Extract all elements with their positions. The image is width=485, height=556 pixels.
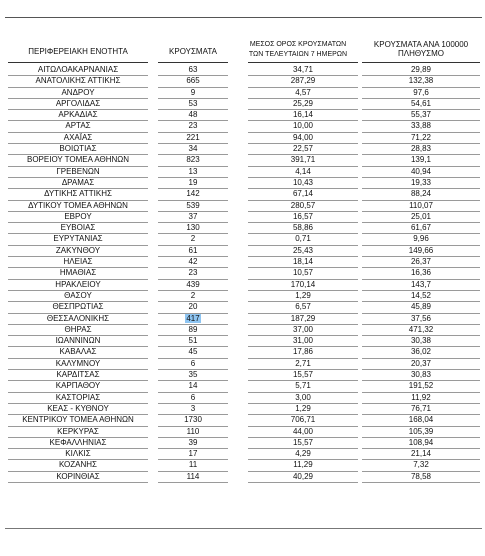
avg7-cell: 16,57 (292, 211, 314, 221)
per100k-cell: 97,6 (413, 87, 429, 97)
cases-cell: 221 (186, 132, 200, 142)
region-cell: ΚΕΡΚΥΡΑΣ (57, 426, 99, 436)
cases-cell: 17 (188, 449, 198, 459)
table-row (0, 188, 485, 199)
table-row (0, 166, 485, 177)
region-cell: ΚΕΑΣ - ΚΥΘΝΟΥ (47, 403, 109, 413)
cases-cell (158, 313, 228, 324)
avg7-cell: 5,71 (295, 381, 311, 391)
table-row (0, 380, 485, 391)
per100k-cell: 16,36 (410, 268, 432, 278)
cases-cell: 539 (186, 200, 200, 210)
per100k-cell: 26,37 (410, 257, 432, 267)
per100k-cell: 28,83 (410, 144, 432, 154)
avg7-cell: 10,57 (292, 268, 314, 278)
per100k-cell: 20,37 (410, 358, 432, 368)
cases-cell: 53 (188, 98, 198, 108)
avg7-cell: 17,86 (292, 347, 314, 357)
header-underline-cases (158, 62, 228, 63)
table-row (0, 437, 485, 448)
region-cell: ΑΙΤΩΛΟΑΚΑΡΝΑΝΙΑΣ (37, 65, 119, 74)
avg7-cell: 44,00 (292, 426, 314, 436)
top-border (5, 17, 482, 18)
avg7-cell: 22,57 (292, 144, 314, 154)
per100k-cell: 19,33 (410, 177, 432, 187)
per100k-cell: 29,89 (410, 65, 432, 74)
region-cell: ΑΝΑΤΟΛΙΚΗΣ ΑΤΤΙΚΗΣ (35, 76, 121, 86)
table-row (0, 448, 485, 459)
cases-cell: 142 (186, 189, 200, 199)
per100k-cell: 132,38 (408, 76, 434, 86)
cases-cell: 89 (188, 324, 198, 334)
region-cell: ΒΟΡΕΙΟΥ ΤΟΜΕΑ ΑΘΗΝΩΝ (26, 155, 130, 165)
avg7-cell: 37,00 (292, 324, 314, 334)
region-cell: ΚΑΒΑΛΑΣ (59, 347, 97, 357)
cases-cell: 48 (188, 110, 198, 120)
per100k-cell: 11,92 (411, 392, 431, 402)
region-cell: ΑΝΔΡΟΥ (61, 87, 95, 97)
cases-cell: 665 (186, 76, 200, 86)
region-cell: ΚΑΡΔΙΤΣΑΣ (56, 370, 100, 380)
bottom-border (5, 528, 482, 529)
table-row (0, 256, 485, 267)
cases-cell: 439 (186, 279, 200, 289)
header-per100k (362, 40, 480, 58)
table-row (0, 279, 485, 290)
per100k-cell: 76,71 (410, 403, 432, 413)
table-row (0, 98, 485, 109)
region-cell: ΗΜΑΘΙΑΣ (59, 268, 97, 278)
table-row (0, 471, 485, 482)
table-row (0, 200, 485, 211)
cases-cell: 63 (188, 65, 198, 74)
per100k-cell: 45,89 (410, 302, 432, 312)
table-row (0, 335, 485, 346)
per100k-cell: 61,67 (410, 223, 432, 233)
cases-cell: 14 (188, 381, 198, 391)
per100k-cell: 168,04 (408, 415, 434, 425)
region-cell: ΔΥΤΙΚΗΣ ΑΤΤΙΚΗΣ (44, 189, 112, 199)
region-cell: ΒΟΙΩΤΙΑΣ (59, 144, 97, 154)
avg7-cell: 2,71 (295, 358, 311, 368)
table-row (0, 459, 485, 470)
region-cell: ΑΧΑΪΑΣ (63, 132, 93, 142)
cases-cell: 110 (186, 426, 200, 436)
cases-cell: 34 (188, 144, 198, 154)
table-row (0, 414, 485, 425)
cases-cell: 11 (188, 460, 198, 470)
avg7-cell: 25,43 (292, 245, 314, 255)
region-cell: ΚΕΝΤΡΙΚΟΥ ΤΟΜΕΑ ΑΘΗΝΩΝ (22, 415, 134, 425)
cases-cell: 823 (186, 155, 200, 165)
region-cell: ΔΥΤΙΚΟΥ ΤΟΜΕΑ ΑΘΗΝΩΝ (28, 200, 128, 210)
avg7-cell: 3,00 (295, 392, 311, 402)
table-row (0, 358, 485, 369)
avg7-cell: 706,71 (290, 415, 316, 425)
table-row (0, 154, 485, 165)
region-cell: ΗΛΕΙΑΣ (63, 257, 93, 267)
per100k-cell: 7,32 (413, 460, 429, 470)
table-body (0, 64, 485, 482)
avg7-cell: 4,14 (295, 166, 311, 176)
region-cell: ΚΑΣΤΟΡΙΑΣ (55, 392, 101, 402)
region-cell: ΚΙΛΚΙΣ (65, 449, 91, 459)
cases-cell: 114 (186, 471, 200, 481)
table-row (0, 211, 485, 222)
per100k-cell: 105,39 (408, 426, 434, 436)
avg7-cell: 94,00 (292, 132, 314, 142)
header-region: ΠΕΡΙΦΕΡΕΙΑΚΗ ΕΝΟΤΗΤΑ (28, 47, 128, 56)
table-row (0, 64, 485, 75)
header-avg7-line2: ΤΩΝ ΤΕΛΕΥΤΑΙΩΝ 7 ΗΜΕΡΩΝ (248, 51, 348, 58)
header-underline-avg7 (248, 62, 358, 63)
per100k-cell: 21,14 (410, 449, 432, 459)
table-row (0, 369, 485, 380)
region-cell: ΕΥΒΟΙΑΣ (60, 223, 96, 233)
region-cell: ΕΒΡΟΥ (64, 211, 92, 221)
header-cases: ΚΡΟΥΣΜΑΤΑ (169, 47, 217, 56)
header-underline-region (8, 62, 148, 63)
avg7-cell: 1,29 (295, 290, 311, 300)
avg7-cell: 58,86 (292, 223, 314, 233)
table-row (0, 290, 485, 301)
table-row (0, 267, 485, 278)
region-cell: ΘΗΡΑΣ (64, 324, 92, 334)
per100k-cell: 9,96 (413, 234, 429, 244)
per100k-cell: 110,07 (409, 200, 433, 210)
header-avg7-line1: ΜΕΣΟΣ ΟΡΟΣ ΚΡΟΥΣΜΑΤΩΝ (249, 41, 347, 48)
per100k-cell: 37,56 (410, 313, 432, 323)
cases-cell: 2 (190, 290, 196, 300)
per100k-cell: 149,66 (408, 245, 434, 255)
table-row (0, 403, 485, 414)
cases-cell: 39 (188, 437, 198, 447)
region-cell: ΚΟΡΙΝΘΙΑΣ (56, 471, 100, 481)
avg7-cell: 4,29 (295, 449, 311, 459)
region-cell: ΘΕΣΠΡΩΤΙΑΣ (52, 302, 104, 312)
region-cell: ΑΡΓΟΛΙΔΑΣ (55, 98, 101, 108)
cases-cell: 9 (190, 87, 196, 97)
table-row (0, 313, 485, 324)
cases-cell: 37 (188, 211, 198, 221)
per100k-cell: 108,94 (408, 437, 434, 447)
table-row (0, 120, 485, 131)
table-row (0, 177, 485, 188)
cases-cell: 19 (188, 177, 198, 187)
region-cell: ΗΡΑΚΛΕΙΟΥ (55, 279, 101, 289)
cases-cell: 13 (188, 166, 198, 176)
table-row (0, 426, 485, 437)
cases-cell: 2 (190, 234, 196, 244)
avg7-cell: 31,00 (292, 336, 314, 346)
avg7-cell: 25,29 (292, 98, 314, 108)
avg7-cell: 67,14 (292, 189, 314, 199)
avg7-cell: 187,29 (290, 313, 316, 323)
avg7-cell: 10,00 (292, 121, 314, 131)
per100k-cell: 471,32 (408, 324, 434, 334)
avg7-cell: 280,57 (290, 200, 316, 210)
table-row (0, 324, 485, 335)
cases-cell: 23 (188, 268, 198, 278)
region-cell: ΑΡΚΑΔΙΑΣ (58, 110, 98, 120)
table-row (0, 222, 485, 233)
selected-text[interactable]: 417 (186, 313, 200, 323)
table-row (0, 143, 485, 154)
per100k-cell: 40,94 (410, 166, 432, 176)
region-cell: ΓΡΕΒΕΝΩΝ (56, 166, 100, 176)
per100k-cell: 30,83 (410, 370, 432, 380)
table-row (0, 301, 485, 312)
header-per100k-line1: ΚΡΟΥΣΜΑΤΑ ΑΝΑ 100000 (373, 40, 469, 49)
table-row (0, 233, 485, 244)
cases-cell: 6 (190, 392, 196, 402)
region-cell: ΑΡΤΑΣ (65, 121, 91, 131)
per100k-cell: 25,01 (410, 211, 432, 221)
table-row (0, 346, 485, 357)
avg7-cell: 18,14 (292, 257, 314, 267)
per100k-cell: 33,88 (410, 121, 432, 131)
avg7-cell: 40,29 (292, 471, 314, 481)
avg7-cell: 6,57 (295, 302, 311, 312)
table-row (0, 245, 485, 256)
region-cell: ΖΑΚΥΝΘΟΥ (55, 245, 101, 255)
per100k-cell: 71,22 (410, 132, 432, 142)
avg7-cell: 287,29 (290, 76, 316, 86)
per100k-cell: 54,61 (410, 98, 432, 108)
avg7-cell: 1,29 (295, 403, 311, 413)
avg7-cell: 170,14 (290, 279, 316, 289)
cases-cell: 42 (188, 257, 198, 267)
avg7-cell: 34,71 (292, 65, 314, 74)
cases-cell: 35 (188, 370, 198, 380)
cases-cell: 51 (188, 336, 198, 346)
table-row (0, 75, 485, 86)
avg7-cell: 11,29 (293, 460, 313, 470)
per100k-cell: 139,1 (410, 155, 432, 165)
region-cell: ΘΕΣΣΑΛΟΝΙΚΗΣ (46, 313, 110, 323)
region-cell: ΕΥΡΥΤΑΝΙΑΣ (53, 234, 103, 244)
cases-cell: 6 (190, 358, 196, 368)
avg7-cell: 391,71 (290, 155, 316, 165)
per100k-cell: 78,58 (410, 471, 432, 481)
per100k-cell: 55,37 (410, 110, 432, 120)
avg7-cell: 0,71 (295, 234, 311, 244)
cases-cell: 20 (188, 302, 198, 312)
region-cell: ΚΟΖΑΝΗΣ (58, 460, 98, 470)
cases-cell: 45 (188, 347, 198, 357)
avg7-cell: 15,57 (292, 370, 314, 380)
cases-cell: 1730 (184, 415, 202, 425)
table-row (0, 87, 485, 98)
avg7-cell: 15,57 (292, 437, 314, 447)
region-cell: ΚΑΛΥΜΝΟΥ (55, 358, 101, 368)
per100k-cell: 14,52 (410, 290, 432, 300)
region-cell: ΙΩΑΝΝΙΝΩΝ (55, 336, 101, 346)
per100k-cell: 88,24 (410, 189, 432, 199)
cases-cell: 130 (186, 223, 200, 233)
region-cell: ΔΡΑΜΑΣ (61, 177, 95, 187)
avg7-cell: 4,57 (295, 87, 311, 97)
avg7-cell: 10,43 (292, 177, 314, 187)
table-row (0, 109, 485, 120)
region-cell: ΚΕΦΑΛΛΗΝΙΑΣ (49, 437, 107, 447)
table-row (0, 132, 485, 143)
table-row (0, 392, 485, 403)
cases-cell: 61 (188, 245, 198, 255)
per100k-cell: 143,7 (410, 279, 432, 289)
avg7-cell: 16,14 (292, 110, 314, 120)
header-underline-per100k (362, 62, 480, 63)
header-avg7 (238, 40, 358, 60)
cases-cell: 3 (190, 403, 196, 413)
cases-cell: 23 (188, 121, 198, 131)
header-per100k-line2: ΠΛΗΘΥΣΜΟ (397, 49, 445, 58)
per100k-cell: 191,52 (408, 381, 434, 391)
per100k-cell: 30,38 (410, 336, 432, 346)
table-header (0, 40, 485, 62)
region-cell: ΘΑΣΟΥ (64, 290, 92, 300)
per100k-cell: 36,02 (410, 347, 432, 357)
region-cell: ΚΑΡΠΑΘΟΥ (55, 381, 101, 391)
